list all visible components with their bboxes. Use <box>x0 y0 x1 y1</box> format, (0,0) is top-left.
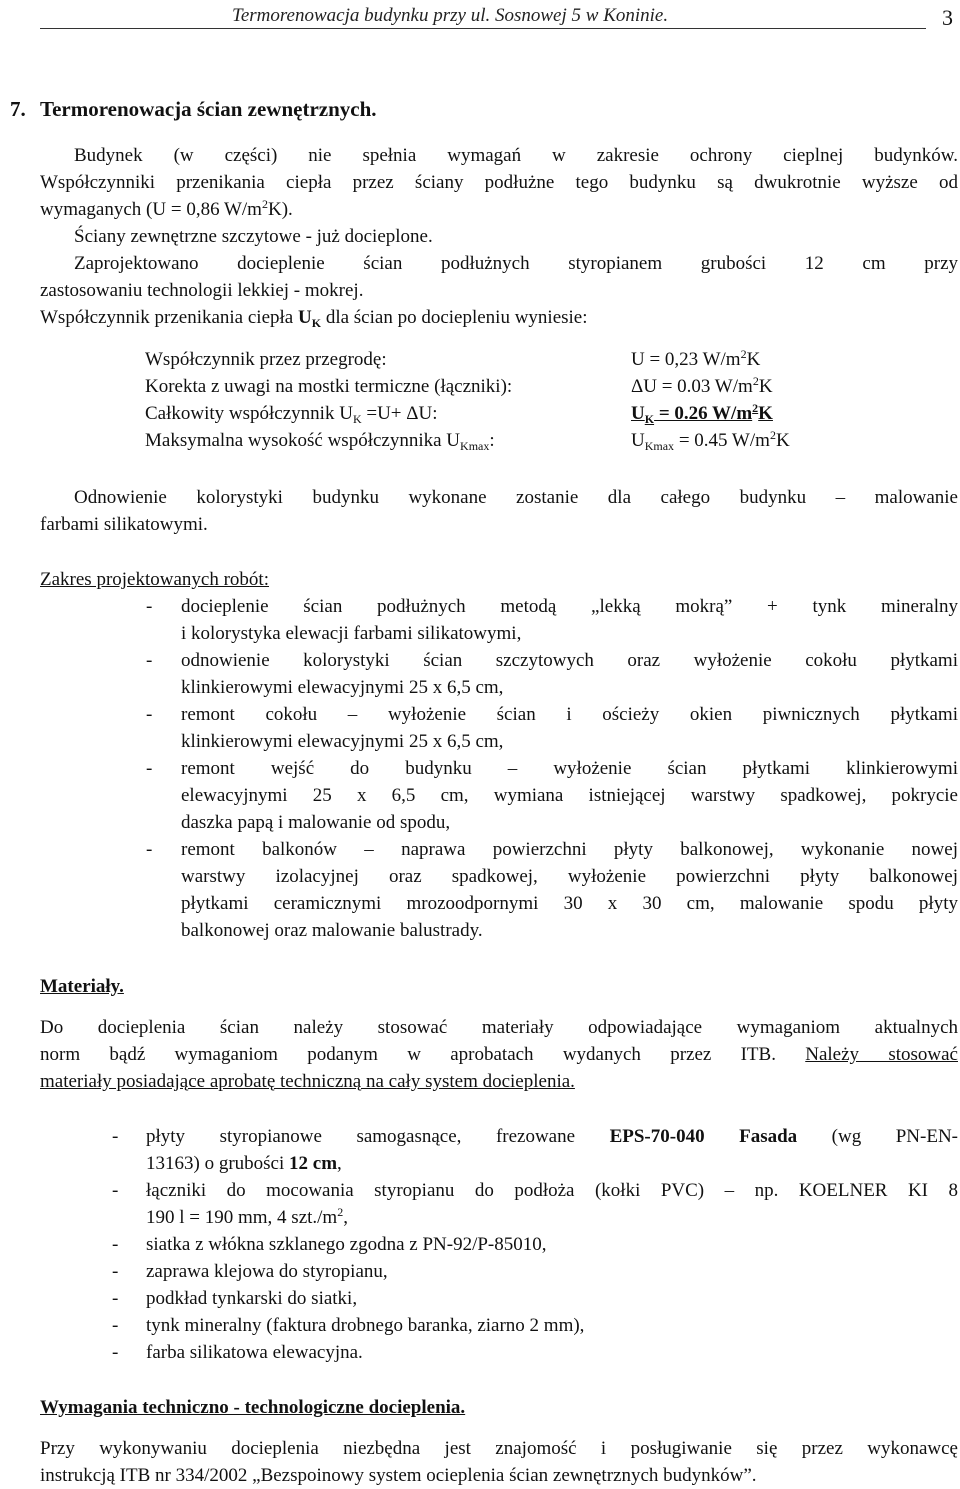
item-line: balkonowej oraz malowanie balustrady. <box>181 920 483 941</box>
item-line: remont wejść do budynku – wyłożenie ścian płytkami klinkierowymi <box>181 758 958 779</box>
coef-value <box>631 346 760 373</box>
value-unit: K <box>746 349 761 370</box>
thickness: 12 cm <box>289 1153 338 1174</box>
value-text: = 0.26 W/m <box>654 403 753 424</box>
list-dash: - <box>146 704 153 725</box>
value-text: ΔU = 0.03 W/m <box>631 376 753 397</box>
materials-list <box>40 1123 958 1366</box>
item-line: docieplenie ścian podłużnych metodą „lekką mokrą” + tynk mineralny <box>181 596 958 617</box>
gable-walls-note: Ściany zewnętrzne szczytowe - już docieplone. <box>74 226 433 247</box>
coef-value <box>631 427 790 454</box>
section-number: 7. <box>10 97 26 121</box>
list-item <box>40 593 958 647</box>
list-item <box>40 836 958 944</box>
section-title: Termorenowacja ścian zewnętrznych. <box>40 97 377 121</box>
subscript: Kmax <box>644 439 675 453</box>
list-dash: - <box>112 1288 119 1309</box>
design-line-2: zastosowaniu technologii lekkiej - mokrej. <box>40 280 364 301</box>
materials-text: norm bądź wymaganiom podanym w aprobatach wydanych przez ITB. <box>40 1044 776 1065</box>
value-unit: K <box>775 430 790 451</box>
coef-row <box>145 373 845 400</box>
coef-value <box>631 373 773 400</box>
item-line: daszka papą i malowanie od spodu, <box>181 812 451 833</box>
item-line <box>146 1150 958 1177</box>
coef-intro-text: Współczynnik przenikania ciepła <box>40 307 294 328</box>
label-tail: : <box>489 430 495 451</box>
coef-symbol: U <box>297 307 312 328</box>
intro-unit: K). <box>267 199 293 220</box>
label-tail: =U+ ΔU: <box>366 403 438 424</box>
label-text: Całkowity współczynnik U <box>145 403 353 424</box>
coef-row <box>145 427 845 454</box>
item-line <box>146 1123 958 1150</box>
value-symbol: U <box>631 430 645 451</box>
superscript: 2 <box>752 374 759 388</box>
item-line: zaprawa klejowa do styropianu, <box>146 1261 388 1282</box>
item-text: , <box>337 1153 342 1174</box>
item-line: klinkierowymi elewacyjnymi 25 x 6,5 cm, <box>181 677 504 698</box>
requirements-line-2: instrukcją ITB nr 334/2002 „Bezspoinowy system ocieplenia ścian zewnętrznych budynków”. <box>40 1465 757 1486</box>
item-line: remont cokołu – wyłożenie ścian i ościeży okien piwnicznych płytkami <box>181 704 958 725</box>
item-text: płyty styropianowe samogasnące, frezowane <box>146 1126 576 1147</box>
page-number: 3 <box>942 5 953 30</box>
list-item <box>40 1258 958 1285</box>
item-line: elewacyjnymi 25 x 6,5 cm, wymiana istniejącej warstwy spadkowej, pokrycie <box>181 785 958 806</box>
item-line: siatka z włókna szklanego zgodna z PN-92/P-85010, <box>146 1234 547 1255</box>
item-line: remont balkonów – naprawa powierzchni płyty balkonowej, wykonanie nowej <box>181 839 958 860</box>
item-line: odnowienie kolorystyki ścian szczytowych oraz wyłożenie cokołu płytkami <box>181 650 958 671</box>
intro-line-3 <box>40 196 958 223</box>
item-line: farba silikatowa elewacyjna. <box>146 1342 363 1363</box>
coef-value-total <box>631 400 773 427</box>
materials-heading: Materiały. <box>40 976 124 997</box>
section-heading <box>10 96 377 123</box>
item-text: (wg PN-EN- <box>831 1126 959 1147</box>
coef-label <box>145 400 437 427</box>
intro-line-1: Budynek (w części) nie spełnia wymagań w zakresie ochrony cieplnej budynków. <box>74 145 958 166</box>
item-line: tynk mineralny (faktura drobnego baranka, ziarno 2 mm), <box>146 1315 585 1336</box>
header-title: Termorenowacja budynku przy ul. Sosnowej 5 w Koninie. <box>232 5 669 26</box>
list-dash: - <box>112 1342 119 1363</box>
coefficient-table <box>145 346 845 454</box>
product-name: EPS-70-040 Fasada <box>609 1126 798 1147</box>
coef-label <box>145 427 495 454</box>
list-dash: - <box>112 1261 119 1282</box>
list-item <box>40 647 958 701</box>
scope-heading: Zakres projektowanych robót: <box>40 569 269 590</box>
item-text: 190 l = 190 mm, 4 szt./m <box>146 1207 338 1228</box>
design-line-1: Zaprojektowano docieplenie ścian podłużnych styropianem grubości 12 cm przy <box>74 253 958 274</box>
intro-line-2: Współczynniki przenikania ciepła przez ściany podłużne tego budynku są dwukrotnie wyższe od <box>40 172 958 193</box>
item-text: , <box>343 1207 348 1228</box>
superscript: 2 <box>769 428 776 442</box>
list-item <box>40 1285 958 1312</box>
coef-row <box>145 346 845 373</box>
coef-row <box>145 400 845 427</box>
list-item <box>40 1312 958 1339</box>
requirements-heading: Wymagania techniczno - technologiczne docieplenia. <box>40 1397 466 1418</box>
superscript: 2 <box>337 1205 344 1219</box>
renewal-line-1: Odnowienie kolorystyki budynku wykonane zostanie dla całego budynku – malowanie <box>74 487 958 508</box>
list-item <box>40 1123 958 1177</box>
item-line: podkład tynkarski do siatki, <box>146 1288 358 1309</box>
item-text: 13163) o grubości <box>146 1153 285 1174</box>
superscript: 2 <box>261 197 268 211</box>
superscript: 2 <box>752 401 759 415</box>
materials-emphasis: Należy stosować <box>805 1044 958 1065</box>
list-dash: - <box>146 650 153 671</box>
item-line: warstwy izolacyjnej oraz spadkowej, wyłożenie powierzchni płyty balkonowej <box>181 866 958 887</box>
value-symbol: U <box>631 403 645 424</box>
list-dash: - <box>112 1180 119 1201</box>
value-unit: K <box>758 376 773 397</box>
superscript: 2 <box>740 347 747 361</box>
label-text: Maksymalna wysokość współczynnika U <box>145 430 461 451</box>
value-unit: K <box>758 403 773 424</box>
item-line <box>146 1204 958 1231</box>
subscript: K <box>352 412 362 426</box>
coef-label: Korekta z uwagi na mostki termiczne (łączniki): <box>145 376 513 397</box>
item-line: łączniki do mocowania styropianu do podłoża (kołki PVC) – np. KOELNER KI 8 <box>146 1180 958 1201</box>
materials-line-2 <box>40 1041 958 1068</box>
header-rule <box>40 28 926 29</box>
materials-line-3: materiały posiadające aprobatę techniczną na cały system docieplenia. <box>40 1071 575 1092</box>
coef-label: Współczynnik przez przegrodę: <box>145 349 387 370</box>
list-dash: - <box>112 1234 119 1255</box>
list-dash: - <box>112 1126 119 1147</box>
value-text: U = 0,23 W/m <box>631 349 741 370</box>
item-line: płytkami ceramicznymi mrozoodpornymi 30 x 30 cm, malowanie spodu płyty <box>181 893 958 914</box>
scope-list <box>40 593 958 944</box>
coefficient-intro <box>40 304 958 331</box>
list-dash: - <box>146 758 153 779</box>
requirements-line-1: Przy wykonywaniu docieplenia niezbędna jest znajomość i posługiwanie się przez wykonawcę <box>40 1438 958 1459</box>
subscript: K <box>311 316 322 330</box>
item-line: i kolorystyka elewacji farbami silikatowymi, <box>181 623 522 644</box>
list-dash: - <box>146 839 153 860</box>
materials-line-1: Do docieplenia ścian należy stosować materiały odpowiadające wymaganiom aktualnych <box>40 1017 958 1038</box>
item-line: klinkierowymi elewacyjnymi 25 x 6,5 cm, <box>181 731 504 752</box>
list-dash: - <box>112 1315 119 1336</box>
renewal-line-2: farbami silikatowymi. <box>40 514 208 535</box>
page-header <box>0 0 960 40</box>
list-item <box>40 1339 958 1366</box>
subscript: K <box>644 412 655 426</box>
subscript: Kmax <box>460 439 490 453</box>
intro-u-value: wymaganych (U = 0,86 W/m <box>40 199 262 220</box>
list-item <box>40 701 958 755</box>
list-item <box>40 1177 958 1231</box>
list-item <box>40 755 958 836</box>
value-text: = 0.45 W/m <box>674 430 770 451</box>
list-dash: - <box>146 596 153 617</box>
coef-intro-tail: dla ścian po dociepleniu wyniesie: <box>325 307 588 328</box>
list-item <box>40 1231 958 1258</box>
